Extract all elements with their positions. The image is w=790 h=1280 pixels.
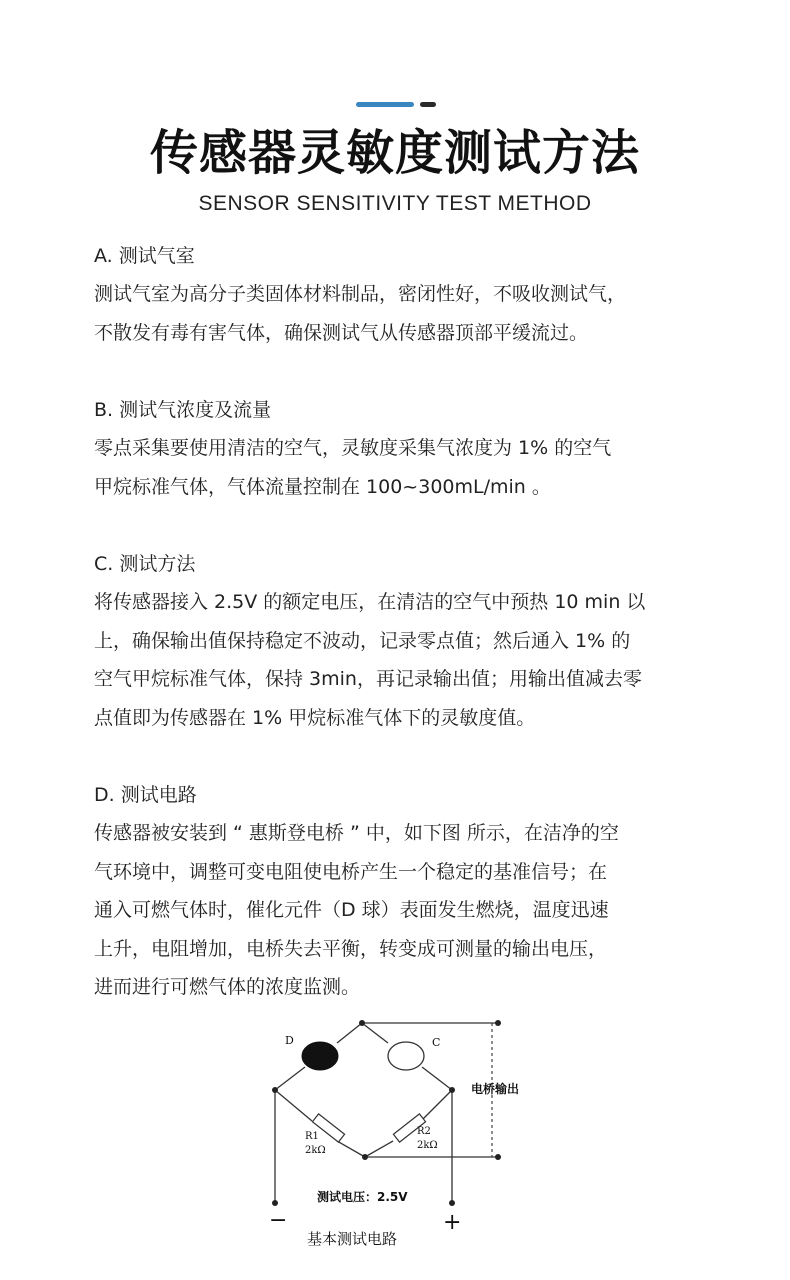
wire-r2-right xyxy=(422,1090,452,1120)
section-heading: A. 测试气室 xyxy=(94,245,195,267)
node-top xyxy=(359,1020,365,1026)
node-output-bottom xyxy=(495,1154,501,1160)
wheatstone-bridge-diagram xyxy=(255,1010,545,1270)
label-r1: R1 xyxy=(305,1131,319,1142)
paragraph-line: 传感器被安装到 “ 惠斯登电桥 ” 中，如下图 所示，在洁净的空 xyxy=(94,822,619,844)
label-r1-value: 2kΩ xyxy=(305,1145,326,1156)
section-heading: C. 测试方法 xyxy=(94,553,196,575)
page-subtitle: SENSOR SENSITIVITY TEST METHOD xyxy=(198,192,592,215)
paragraph-line: 上升，电阻增加，电桥失去平衡，转变成可测量的输出电压， xyxy=(94,937,608,960)
paragraph-line: 气环境中，调整可变电阻使电桥产生一个稳定的基准信号；在 xyxy=(94,860,608,883)
section-test-chamber xyxy=(94,237,734,352)
terminal-plus xyxy=(449,1200,455,1206)
label-c: C xyxy=(432,1036,441,1049)
paragraph-line: 测试气室为高分子类固体材料制品，密闭性好，不吸收测试气， xyxy=(94,283,627,305)
label-r2-value: 2kΩ xyxy=(417,1140,438,1151)
label-test-voltage: 测试电压：2.5V xyxy=(317,1190,408,1204)
paragraph-line: 甲烷标准气体，气体流量控制在 100~300mL/min 。 xyxy=(94,475,551,498)
paragraph-line: 空气甲烷标准气体，保持 3min，再记录输出值；用输出值减去零 xyxy=(94,668,642,690)
node-bottom xyxy=(362,1154,368,1160)
terminal-minus xyxy=(272,1200,278,1206)
section-gas-concentration xyxy=(94,391,734,506)
wire-bottom-r2 xyxy=(365,1141,393,1157)
wire-left-top xyxy=(275,1067,305,1090)
paragraph-line: 点值即为传感器在 1% 甲烷标准气体下的灵敏度值。 xyxy=(94,706,536,729)
paragraph-line: 零点采集要使用清洁的空气，灵敏度采集气浓度为 1% 的空气 xyxy=(94,437,612,459)
paragraph-line: 上，确保输出值保持稳定不波动，记录零点值；然后通入 1% 的 xyxy=(94,629,631,652)
paragraph-line: 通入可燃气体时，催化元件（D 球）表面发生燃烧，温度迅速 xyxy=(94,899,609,921)
wire-d-top xyxy=(337,1023,362,1043)
label-bridge-output: 电桥输出 xyxy=(471,1082,520,1096)
label-d: D xyxy=(285,1034,294,1047)
detector-element-d xyxy=(302,1042,338,1070)
circuit-schematic xyxy=(255,1010,545,1270)
label-plus: + xyxy=(443,1210,462,1235)
node-right xyxy=(449,1087,455,1093)
section-test-circuit xyxy=(94,776,734,1007)
wire-c-right xyxy=(422,1067,452,1090)
paragraph-line: 进而进行可燃气体的浓度监测。 xyxy=(94,976,361,998)
node-output-top xyxy=(495,1020,501,1026)
accent-bar-blue xyxy=(356,102,414,107)
node-left xyxy=(272,1087,278,1093)
wire-left-r1 xyxy=(275,1090,312,1121)
section-heading: D. 测试电路 xyxy=(94,784,197,806)
section-heading: B. 测试气浓度及流量 xyxy=(94,399,272,421)
section-test-method xyxy=(94,545,734,737)
diagram-caption: 基本测试电路 xyxy=(307,1230,398,1248)
compensator-element-c xyxy=(388,1042,424,1070)
paragraph-line: 不散发有毒有害气体，确保测试气从传感器顶部平缓流过。 xyxy=(94,321,589,344)
label-minus: − xyxy=(269,1208,288,1233)
paragraph-line: 将传感器接入 2.5V 的额定电压，在清洁的空气中预热 10 min 以 xyxy=(94,591,646,613)
label-r2: R2 xyxy=(417,1126,431,1137)
page-title: 传感器灵敏度测试方法 xyxy=(149,125,640,181)
wire-top-c xyxy=(362,1023,388,1043)
accent-bar-dark xyxy=(420,102,436,107)
wire-r1-bottom xyxy=(337,1141,365,1157)
